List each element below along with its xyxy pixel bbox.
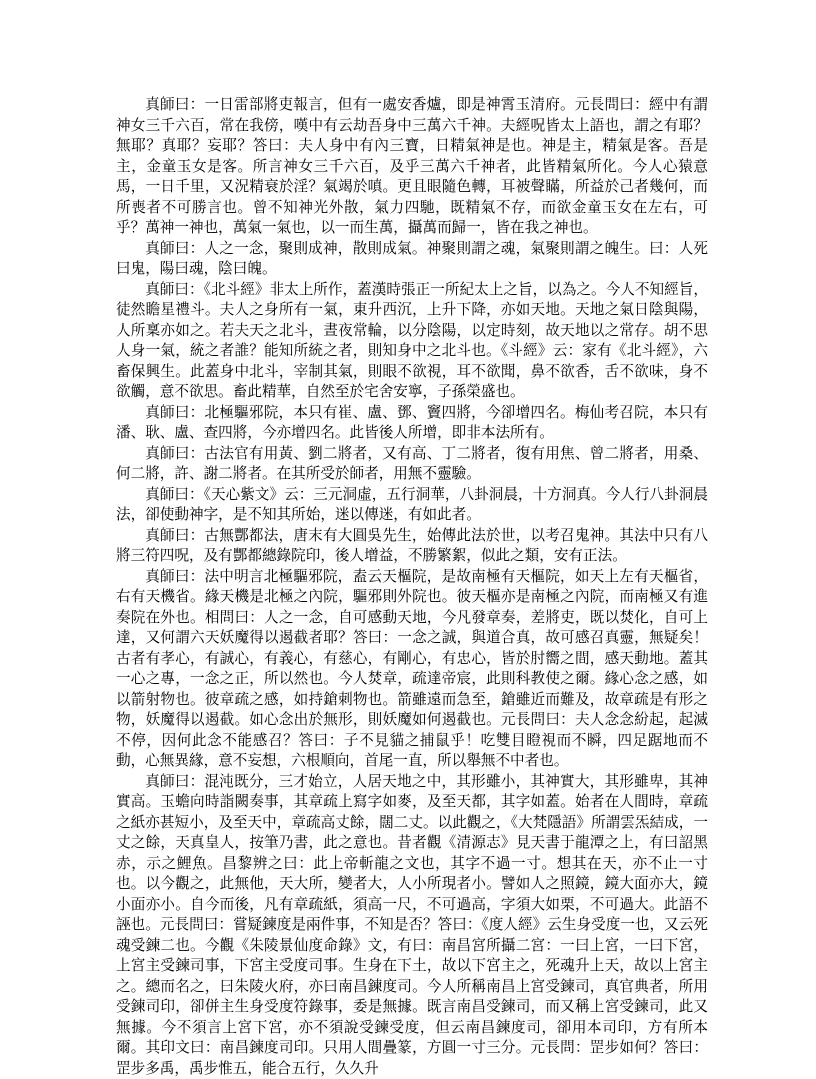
document-page <box>116 95 708 1079</box>
paragraph: 真師曰：法中明言北極驅邪院，盍云天樞院，是故南極有天樞院，如天上左有天樞省，右有天機省。緣天機是北極之內院，驅邪則外院也。彼天樞亦是南極之內院，而南極又有進奏院在外也。相問曰：人之一念，自可感動天地，今凡發章奏，差將吏，既以焚化，自可上達，又何謂六天妖魔得以遏截者耶？答曰：一念之誠，與道合真，故可感召真靈，無疑矣！古者有孝心，有誠心，有義心，有慈心，有剛心，有忠心，皆於肘嚮之間，感天動地。蓋其一心之專，一念之正，所以然也。今人焚章，疏達帝宸，此則科教使之爾。緣心念之感，如以箭射物也。彼章疏之感，如持鎗刺物也。箭雖遠而急至，鎗雖近而難及，故章疏是有形之物，妖魔得以遏截。如心念出於無形，則妖魔如何遏截也。元長問曰：夫人念念紛起，起滅不停，因何此念不能感召？答曰：子不見貓之捕鼠乎！吃雙目瞪視而不瞬，四足踞地而不動，心無異緣，意不妄想，六根順向，首尾一直，所以舉無不中者也。 <box>116 567 708 772</box>
paragraph: 真師曰：一日雷部將吏報言，但有一處安香爐，即是神霄玉清府。元長問曰：經中有謂神女三千六百，常在我傍，嘆中有云劫吾身中三萬六千神。夫經呪皆太上語也，謂之有耶？無耶？真耶？妄耶？答曰：夫人身中有內三寶，日精氣神是也。神是主，精氣是客。吾是主，金童玉女是客。所言神女三千六百，及乎三萬六千神者，此皆精氣所化。今人心猿意馬，一日千里，又況精衰於淫？氣竭於嗔。更且眼隨色轉，耳被聲瞞，所益於己者幾何，而所喪者不可勝言也。曾不知神光外散，氣力四馳，既精氣不存，而欲金童玉女在左右，可乎？萬神一神也，萬氣一氣也，以一而生萬，攝萬而歸一，皆在我之神也。 <box>116 95 708 239</box>
paragraph: 真師曰：古無酆都法，唐末有大圓吳先生，始傳此法於世，以考召鬼神。其法中只有八將三符四呪，及有酆都總錄院印，後人增益，不勝繁絮，似此之類，安有正法。 <box>116 526 708 567</box>
paragraph: 真師曰：混沌既分，三才始立，人居天地之中，其形雖小，其神實大，其形雖卑，其神實高。玉蟾向時詣闕奏事，其章疏上寫字如麥，及至天都，其字如蓋。始者在人間時，章疏之紙亦甚短小，及至天中，章疏高丈餘，闊二丈。以此觀之，《大梵隱語》所謂雲炁結成，一丈之餘，天真皇人，按筆乃書，此之意也。昔者觀《清源志》見天書于龍潭之上，有曰詔黑赤，示之鯉魚。昌黎辨之曰：此上帝斬龍之文也，其字不過一寸。想其在天，亦不止一寸也。以今觀之，此無他，天大所，變者大，人小所現者小。譬如人之照鏡，鏡大面亦大，鏡小面亦小。自今而後，凡有章疏紙，須高一尺，不可過高，字須大如栗，不可過大。此語不誣也。元長問曰：嘗疑鍊度是兩件事，不知是否？答曰：《度人經》云生身受度一也，又云死魂受鍊二也。今觀《朱陵景仙度命錄》文，有曰：南昌宮所攝二宮：一曰上宮，一曰下宮，上宮主受鍊司事，下宮主受度司事。生身在下土，故以下宮主之，死魂升上天，故以上宮主之。總而名之，曰朱陵火府，亦曰南昌鍊度司。今人所稱南昌上宮受鍊司，真官典者，所用受鍊司印，卻併主生身受度符錄事，委是無據。既言南昌受鍊司，而又稱上宮受鍊司，此又無據。今不須言上宮下宮，亦不須說受鍊受度，但云南昌鍊度司，卻用本司印，方有所本爾。其印文曰：南昌鍊度司印。只用人間疊篆，方圓一寸三分。元長問：罡步如何？答曰：罡步多禹，禹步惟五，能合五行，久久升 <box>116 772 708 1079</box>
paragraph: 真師曰：北極驅邪院，本只有崔、盧、鄧、竇四將，今卻增四名。梅仙考召院，本只有潘、耿、盧、查四將，今亦增四名。此皆後人所增，即非本法所有。 <box>116 403 708 444</box>
paragraph: 真師曰：《北斗經》非太上所作，蓋漢時張正一所紀太上之旨，以為之。今人不知經旨，徒然瞻星禮斗。夫人之身所有一氣，東升西沉，上升下降，亦如天地。天地之氣日陰與陽，人所稟亦如之。若夫天之北斗，晝夜常輪，以分陰陽，以定時刻，故天地以之常存。胡不思人身一氣，統之者誰？能知所統之者，則知身中之北斗也。《斗經》云：家有《北斗經》，六畜保興生。此蓋身中北斗，宰制其氣，則眼不欲視，耳不欲聞，鼻不欲香，舌不欲味，身不欲觸，意不欲思。畜此精華，自然至於宅舍安寧，子孫榮盛也。 <box>116 280 708 403</box>
paragraph: 真師曰：《天心紫文》云：三元洞虛，五行洞華，八卦洞晨，十方洞真。今人行八卦洞晨法，卻使動神字，是不知其所始，迷以傳迷，有如此者。 <box>116 485 708 526</box>
paragraph: 真師曰：人之一念，聚則成神，散則成氣。神聚則謂之魂，氣聚則謂之魄生。曰：人死曰鬼，陽曰魂，陰曰魄。 <box>116 239 708 280</box>
paragraph: 真師曰：古法官有用黃、劉二將者，又有高、丁二將者，復有用焦、曾二將者，用桑、何二將，許、謝二將者。在其所受於師者，用無不靈驗。 <box>116 444 708 485</box>
